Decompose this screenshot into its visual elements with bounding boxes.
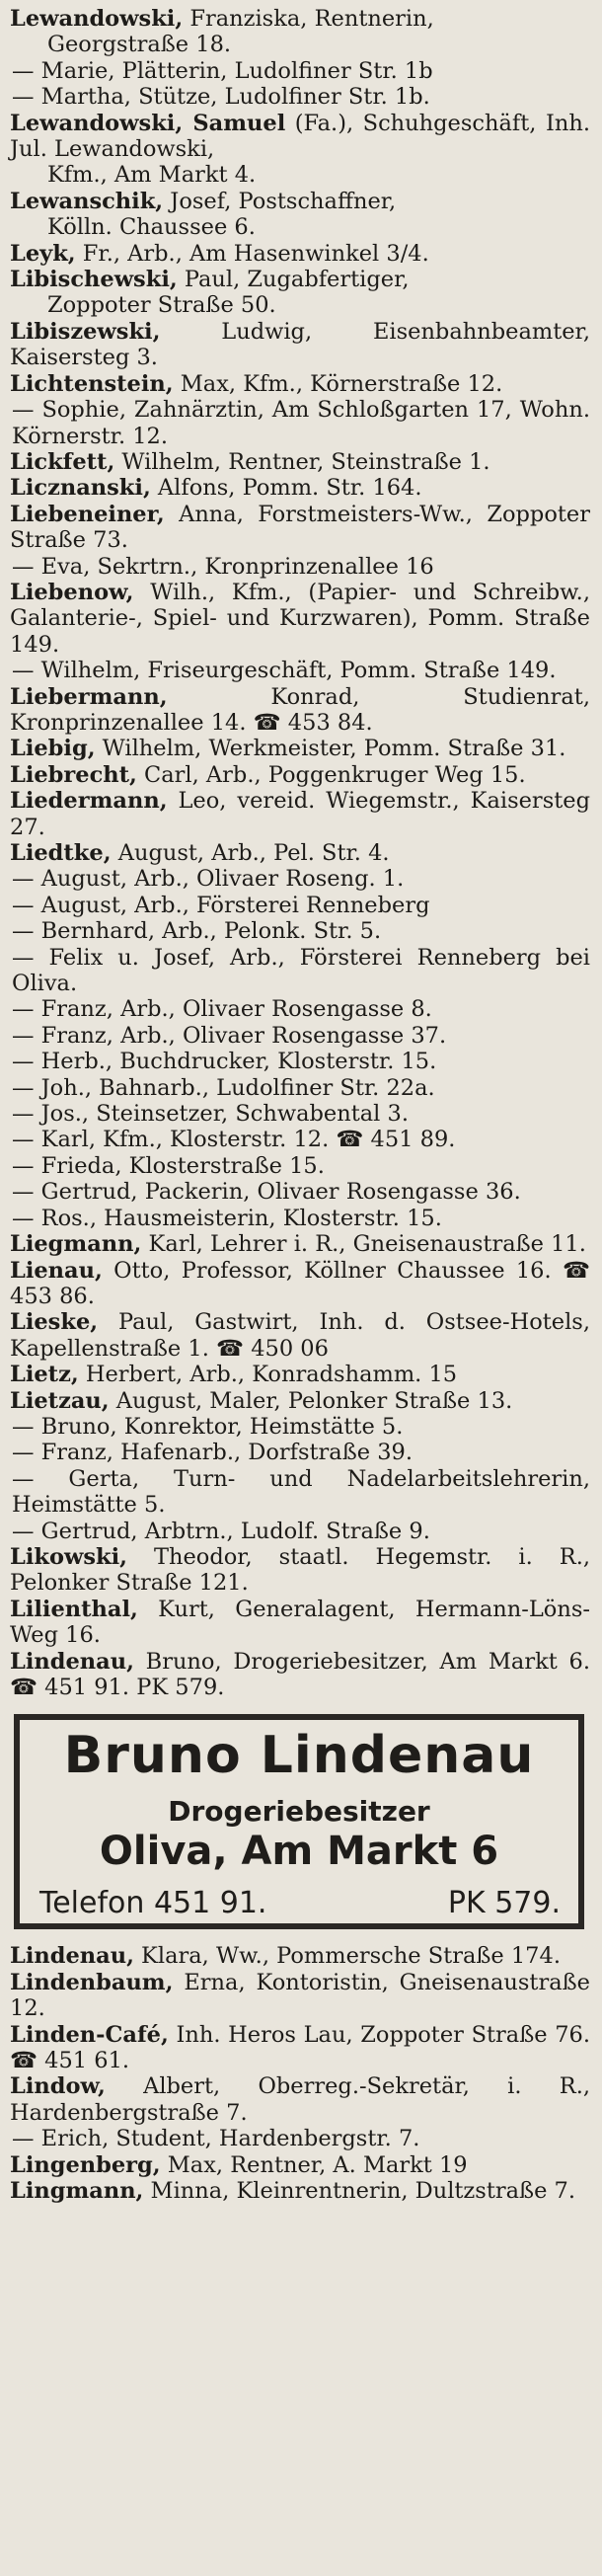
entry-details: — Franz, Arb., Olivaer Rosengasse 8. <box>12 996 432 1023</box>
entry-surname: Lilienthal, <box>10 1596 138 1622</box>
entry-details: — Eva, Sekrtrn., Kronprinzenallee 16 <box>12 553 434 580</box>
entry-continuation: Zoppoter Straße 50. <box>47 292 276 319</box>
entry-details: Paul, Gastwirt, Inh. d. Ostsee-Hotels, Kapellenstraße 1. ☎ 450 06 <box>10 1309 590 1362</box>
directory-entry <box>10 1258 590 1310</box>
entry-details: — Frieda, Klosterstraße 15. <box>12 1152 325 1179</box>
entry-details: Otto, Professor, Köllner Chaussee 16. ☎ 453 86. <box>10 1257 590 1309</box>
entry-surname: Leyk, <box>10 240 76 267</box>
entry-surname: Liedermann, <box>10 788 168 815</box>
entry-details: August, Maler, Pelonker Straße 13. <box>109 1387 513 1414</box>
entry-details: Klara, Ww., Pommersche Straße 174. <box>133 1943 561 1970</box>
directory-entry <box>10 6 590 58</box>
directory-entry <box>10 2152 590 2178</box>
directory-entry <box>10 762 590 788</box>
entry-details: — Franz, Hafenarb., Dorfstraße 39. <box>12 1440 413 1466</box>
directory-entry <box>10 684 590 737</box>
entry-details: — Joh., Bahnarb., Ludolfiner Str. 22a. <box>12 1074 435 1101</box>
entry-surname: Lindow, <box>10 2073 106 2100</box>
entry-details: Kurt, Generalagent, Hermann-Löns-Weg 16. <box>10 1596 590 1649</box>
entry-details: August, Arb., Pel. Str. 4. <box>111 840 390 866</box>
directory-entry <box>10 945 590 997</box>
directory-entry <box>10 319 590 371</box>
entry-continuation: Kfm., Am Markt 4. <box>47 162 257 189</box>
directory-entry <box>10 1075 590 1101</box>
ad-address: Oliva, Am Markt 6 <box>99 1829 499 1875</box>
directory-entry <box>10 2073 590 2126</box>
directory-entry <box>10 1544 590 1597</box>
directory-entry <box>10 2178 590 2204</box>
directory-entry <box>10 1970 590 2022</box>
directory-entry <box>10 1206 590 1231</box>
entry-details: Bruno, Drogeriebesitzer, Am Markt 6. ☎ 451 91. PK 579. <box>10 1648 590 1700</box>
entry-surname: Liebrecht, <box>10 761 137 788</box>
ad-pk: PK 579. <box>447 1886 561 1921</box>
entry-surname: Lietzau, <box>10 1387 110 1414</box>
directory-entry <box>10 397 590 449</box>
entry-details: — Bruno, Konrektor, Heimstätte 5. <box>12 1413 404 1440</box>
directory-entry <box>10 1440 590 1465</box>
entry-details: Franziska, Rentnerin, <box>183 6 434 32</box>
directory-entry <box>10 1362 590 1387</box>
entry-details: — Erich, Student, Hardenbergstr. 7. <box>12 2126 420 2152</box>
ad-business-name: Bruno Lindenau <box>63 1726 535 1786</box>
directory-entry <box>10 1466 590 1519</box>
entry-surname: Lickfett, <box>10 448 115 475</box>
ad-business-title: Drogeriebesitzer <box>168 1795 430 1829</box>
directory-entry <box>10 1597 590 1649</box>
entry-details: — Gertrud, Packerin, Olivaer Rosengasse 36. <box>12 1179 521 1206</box>
entry-details: Wilh., Kfm., (Papier- und Schreibw., Galanterie-, Spiel- und Kurzwaren), Pomm. Straße 149. <box>10 579 590 658</box>
entry-surname: Liegmann, <box>10 1231 142 1258</box>
entry-details: — Wilhelm, Friseurgeschäft, Pomm. Straße 149. <box>12 658 557 684</box>
entry-surname: Lienau, <box>10 1257 103 1284</box>
ad-phone: Telefon 451 91. <box>39 1886 267 1921</box>
entry-list-bottom <box>10 1943 590 2204</box>
directory-entry <box>10 1179 590 1205</box>
entry-details: Wilhelm, Werkmeister, Pomm. Straße 31. <box>95 736 566 762</box>
entry-continuation: Georgstraße 18. <box>47 32 232 58</box>
entry-surname: Lewanschik, <box>10 188 164 214</box>
entry-details: — Gertrud, Arbtrn., Ludolf. Straße 9. <box>12 1518 430 1544</box>
entry-list-top <box>10 6 590 1700</box>
entry-surname: Libiszewski, <box>10 318 161 345</box>
entry-details: — Martha, Stütze, Ludolfiner Str. 1b. <box>12 84 430 111</box>
directory-entry <box>10 736 590 761</box>
directory-entry <box>10 111 590 189</box>
directory-entry <box>10 996 590 1022</box>
entry-details: Albert, Oberreg.-Sekretär, i. R., Hardenbergstraße 7. <box>10 2073 590 2126</box>
entry-details: — Karl, Kfm., Klosterstr. 12. ☎ 451 89. <box>12 1127 456 1153</box>
directory-entry <box>10 840 590 866</box>
entry-details: — Marie, Plätterin, Ludolfiner Str. 1b <box>12 57 433 84</box>
directory-entry <box>10 58 590 84</box>
entry-details: — Jos., Steinsetzer, Schwabental 3. <box>12 1101 410 1128</box>
entry-surname: Liedtke, <box>10 840 112 866</box>
entry-details: — Herb., Buchdrucker, Klosterstr. 15. <box>12 1049 437 1075</box>
entry-details: Leo, vereid. Wiegemstr., Kaisersteg 27. <box>10 788 590 840</box>
directory-entry <box>10 1127 590 1152</box>
directory-entry <box>10 1309 590 1362</box>
directory-entry <box>10 1023 590 1049</box>
entry-surname: Lichtenstein, <box>10 370 174 397</box>
entry-details: — Ros., Hausmeisterin, Klosterstr. 15. <box>12 1205 442 1231</box>
entry-details: Anna, Forstmeisters-Ww., Zoppoter Straße 73. <box>10 501 590 554</box>
entry-details: — Sophie, Zahnärztin, Am Schloßgarten 17, Wohn. Körnerstr. 12. <box>12 397 590 449</box>
directory-entry <box>10 1519 590 1544</box>
directory-entry <box>10 267 590 319</box>
entry-details: Herbert, Arb., Konradshamm. 15 <box>78 1362 458 1388</box>
directory-entry <box>10 1414 590 1440</box>
entry-surname: Lewandowski, <box>10 6 184 32</box>
entry-details: Fr., Arb., Am Hasenwinkel 3/4. <box>75 240 429 267</box>
entry-details: — August, Arb., Olivaer Roseng. 1. <box>12 866 405 893</box>
entry-details: Carl, Arb., Poggenkruger Weg 15. <box>136 761 526 788</box>
entry-surname: Liebenow, <box>10 579 134 605</box>
entry-details: Theodor, staatl. Hegemstr. i. R., Pelonker Straße 121. <box>10 1543 590 1597</box>
entry-details: Max, Kfm., Körnerstraße 12. <box>173 370 503 397</box>
directory-entry <box>10 2126 590 2151</box>
directory-entry <box>10 502 590 554</box>
directory-entry <box>10 2022 590 2074</box>
entry-details: — Franz, Arb., Olivaer Rosengasse 37. <box>12 1022 447 1049</box>
entry-surname: Licznanski, <box>10 475 151 502</box>
entry-surname: Lewandowski, Samuel <box>10 110 286 136</box>
entry-details: Ludwig, Eisenbahnbeamter, Kaisersteg 3. <box>10 318 590 371</box>
advertisement-box <box>14 1714 584 1929</box>
entry-details: Konrad, Studienrat, Kronprinzenallee 14. ☎ 453 84. <box>10 683 590 736</box>
entry-surname: Lindenau, <box>10 1943 134 1970</box>
entry-surname: Lindenbaum, <box>10 1969 174 1995</box>
entry-surname: Linden-Café, <box>10 2021 169 2048</box>
directory-entry <box>10 1153 590 1179</box>
directory-entry <box>10 1101 590 1127</box>
entry-details: Erna, Kontoristin, Gneisenaustraße 12. <box>10 1969 590 2022</box>
directory-entry <box>10 449 590 475</box>
directory-entry <box>10 189 590 241</box>
entry-surname: Lietz, <box>10 1362 79 1388</box>
directory-entry <box>10 580 590 658</box>
entry-surname: Liebeneiner, <box>10 501 165 527</box>
entry-details: Paul, Zugabfertiger, <box>177 267 410 293</box>
directory-entry <box>10 475 590 501</box>
entry-surname: Liebig, <box>10 736 96 762</box>
entry-details: — August, Arb., Försterei Renneberg <box>12 892 430 918</box>
entry-details: — Gerta, Turn- und Nadelarbeitslehrerin, Heimstätte 5. <box>12 1465 590 1519</box>
entry-surname: Liebermann, <box>10 683 168 710</box>
directory-entry <box>10 554 590 580</box>
entry-surname: Lingmann, <box>10 2178 144 2205</box>
entry-surname: Lieske, <box>10 1309 99 1336</box>
entry-details: — Felix u. Josef, Arb., Försterei Renneberg bei Oliva. <box>12 944 590 997</box>
entry-details: Minna, Kleinrentnerin, Dultzstraße 7. <box>143 2178 576 2205</box>
directory-entry <box>10 1388 590 1414</box>
directory-entry <box>10 371 590 397</box>
entry-details: Alfons, Pomm. Str. 164. <box>150 475 422 502</box>
directory-entry <box>10 788 590 840</box>
entry-continuation: Kölln. Chaussee 6. <box>47 214 256 241</box>
directory-entry <box>10 893 590 918</box>
directory-entry <box>10 1049 590 1074</box>
directory-entry <box>10 1649 590 1701</box>
directory-entry <box>10 84 590 110</box>
entry-details: — Bernhard, Arb., Pelonk. Str. 5. <box>12 918 382 945</box>
directory-entry <box>10 658 590 683</box>
entry-details: Wilhelm, Rentner, Steinstraße 1. <box>114 448 490 475</box>
entry-surname: Lindenau, <box>10 1648 134 1675</box>
entry-details: Josef, Postschaffner, <box>163 188 397 214</box>
entry-surname: Lingenberg, <box>10 2151 161 2178</box>
directory-entry <box>10 1231 590 1257</box>
directory-entry <box>10 241 590 267</box>
entry-surname: Likowski, <box>10 1543 127 1570</box>
entry-details: Karl, Lehrer i. R., Gneisenaustraße 11. <box>141 1231 586 1258</box>
directory-entry <box>10 918 590 944</box>
directory-entry <box>10 866 590 892</box>
entry-details: (Fa.), Schuhgeschäft, Inh. Jul. Lewandowski, <box>10 110 590 163</box>
entry-details: Max, Rentner, A. Markt 19 <box>160 2151 468 2178</box>
entry-details: Inh. Heros Lau, Zoppoter Straße 76. ☎ 451 61. <box>10 2021 590 2074</box>
entry-surname: Libischewski, <box>10 267 178 293</box>
directory-entry <box>10 1943 590 1969</box>
